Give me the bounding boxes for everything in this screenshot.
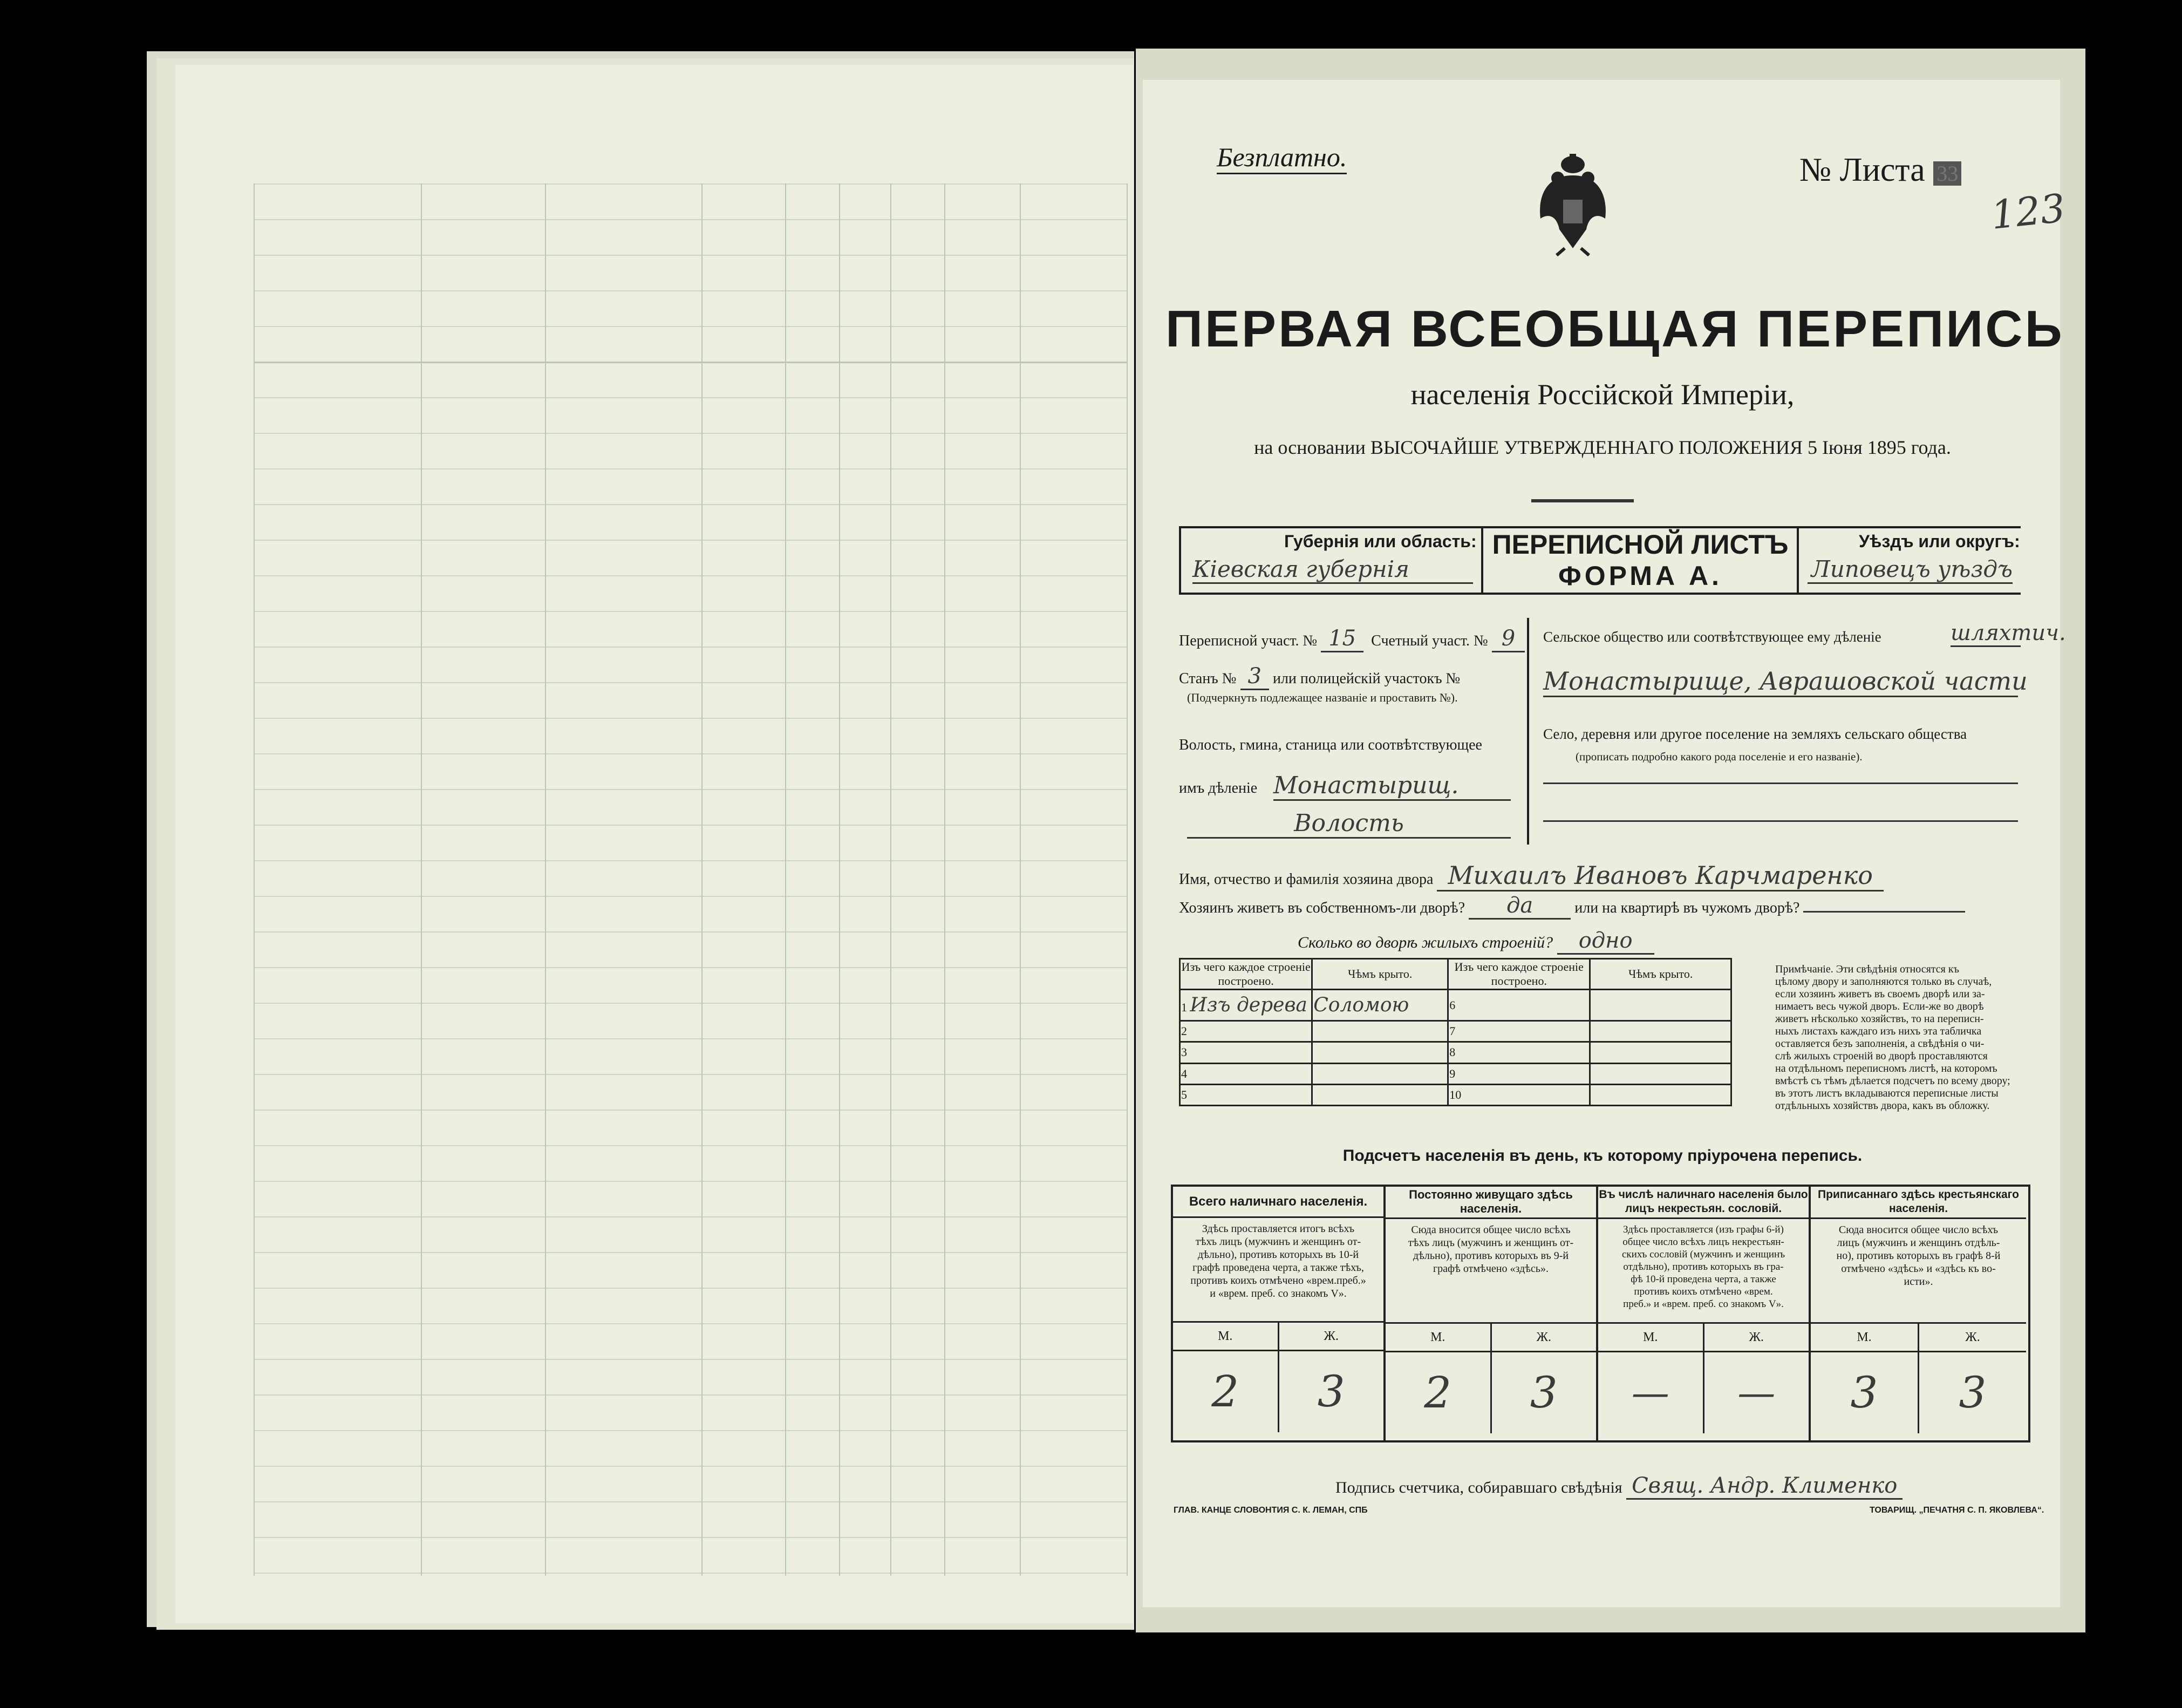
buildings-field: Сколько во дворѣ жилыхъ строеній? одно (1298, 928, 1654, 953)
table-row: 1 Изъ дерева Соломою 6 (1180, 990, 1731, 1021)
province-value: Кіевская губернія (1192, 556, 1473, 584)
own-yard-value: да (1469, 893, 1571, 920)
free-label: Безплатно. (1217, 141, 1347, 174)
material-header: Изъ чего каждое строеніе построено. (1180, 959, 1312, 990)
signature-value: Свящ. Андр. Клименко (1626, 1473, 1903, 1500)
buildings-value: одно (1557, 928, 1654, 955)
count-table (1171, 1185, 2030, 1442)
buildings-table (1179, 958, 1732, 1106)
roof-header-2: Чѣмъ крыто. (1590, 959, 1731, 990)
form-title-line1: ПЕРЕПИСНОЙ ЛИСТЪ (1492, 529, 1789, 560)
volost-label-2: имъ дѣленіе (1179, 780, 1258, 797)
village-label: Село, деревня или другое поселение на земляхъ сельскаго общества (1543, 726, 1967, 742)
form-bottom-rule (1179, 593, 2021, 595)
row1-roof: Соломою (1312, 990, 1448, 1021)
society-value-2: Монастырище, Аврашовской части (1543, 666, 2018, 697)
form-top-rule (1179, 526, 2021, 528)
sheet-number-value: 33 (1933, 161, 1961, 186)
table-row: 2 7 (1180, 1021, 1731, 1042)
form-left-rule (1179, 526, 1181, 595)
double-headed-eagle-emblem (1535, 154, 1611, 256)
village-line-2 (1543, 820, 2018, 822)
census-section-value: 15 (1321, 626, 1363, 652)
apartment-blank (1803, 911, 1965, 913)
ornament-rule (1531, 499, 1634, 502)
volost-value-1: Монастырищ. (1273, 772, 1511, 801)
stan-value: 3 (1240, 664, 1269, 690)
row1-material: Изъ дерева (1190, 994, 1307, 1017)
village-note: (прописать подробно какого рода поселеніе и его названіе). (1576, 750, 1863, 763)
material-header-2: Изъ чего каждое строеніе построено. (1448, 959, 1590, 990)
county-label: Уѣздъ или округъ: (1859, 532, 2020, 551)
table-row: 3 8 (1180, 1042, 1731, 1063)
own-yard-field: Хозяинъ живетъ въ собственномъ-ли дворѣ? да или на квартирѣ въ чужомъ дворѣ? (1179, 893, 1965, 918)
registered-f: 3 (1959, 1367, 1987, 1418)
society-label: Сельское общество или соотвѣтствующее ему дѣленіе (1543, 629, 1881, 645)
table-row: 4 9 (1180, 1063, 1731, 1084)
total-m: 2 (1173, 1351, 1279, 1432)
nonpeasant-m: — (1598, 1352, 1704, 1433)
printer-left: ГЛАВ. КАНЦЕ СЛОВОНТИЯ С. К. ЛЕМАН, СПБ (1174, 1506, 1368, 1515)
census-basis: на основании ВЫСОЧАЙШЕ УТВЕРЖДЕННАГО ПОЛОЖЕНИЯ 5 Іюня 1895 года. (1254, 437, 1951, 458)
census-title: ПЕРВАЯ ВСЕОБЩАЯ ПЕРЕПИСЬ (1165, 300, 2064, 358)
nonpeasant-f: — (1737, 1371, 1776, 1415)
count-title: Подсчетъ населенія въ день, къ которому пріурочена перепись. (1342, 1147, 1863, 1165)
count-section-value: 9 (1492, 626, 1525, 652)
printer-right: ТОВАРИЩ. „ПЕЧАТНЯ С. П. ЯКОВЛЕВА“. (1870, 1506, 2044, 1515)
owner-field: Имя, отчество и фамилія хозяина двора Михаилъ Ивановъ Карчмаренко (1179, 861, 1884, 890)
form-mid-rule1 (1481, 526, 1483, 595)
form-mid-rule2 (1797, 526, 1799, 595)
total-f: 3 (1317, 1366, 1345, 1417)
sheet-number-label: № Листа 33 (1799, 151, 1961, 189)
left-page-header-rule (254, 183, 1128, 363)
count-col-4: Приписаннаго здѣсь крестьянскаго населенія. Сюда вносится общее число всѣхъ лицъ (мужчинъ и женщинъ отдѣль- но), противъ которыхъ въ графѣ 8-й отмѣчено «здѣсь» и «здѣсь къ во- исти». М. Ж. 3 3 (1811, 1187, 2026, 1440)
note-block: Примѣчаніе. Эти свѣдѣнія относятся къ цѣлому двору и заполняются только въ случаѣ, если хозяинъ живетъ въ своемъ дворѣ или за- нимаетъ весь чужой дворъ. Если-же во дворѣ живетъ нѣсколько хозяйствъ, то на переписн- ныхъ листахъ каждаго изъ нихъ эта табличка оставляется безъ заполненія, а свѣдѣнія о чи- слѣ жилыхъ строеній во дворѣ проставляются на отдѣльномъ переписномъ листѣ, на которомъ вмѣстѣ съ тѣмъ дѣлается подсчетъ по всему двору; въ этотъ листъ вкладываются переписные листы отдѣльныхъ хозяйствъ двора, какъ въ обложку. (1775, 963, 2010, 1112)
form-title-line2: ФОРМА А. (1558, 561, 1722, 591)
count-col-2: Постоянно живущаго здѣсь населенія. Сюда вносится общее число всѣхъ тѣхъ лицъ (мужчинъ и женщинъ от- дѣльно), противъ которыхъ въ 9-й графѣ отмѣчено «здѣсь». М. Ж. 2 3 (1386, 1187, 1598, 1440)
registered-m: 3 (1811, 1352, 1919, 1433)
signature-field: Подпись счетчика, собиравшаго свѣдѣнія Свящ. Андр. Клименко (1335, 1473, 1903, 1498)
count-col-3: Въ числѣ наличнаго населенія было лицъ некрестьян. сословій. Здѣсь проставляется (изъ графы 6-й) общее число всѣхъ лицъ некрестьян- скихъ сословій (мужчинъ и женщинъ отдѣльно), противъ которыхъ въ гра- фѣ 10-й проведена черта, а также противъ коихъ отмѣчено «врем. преб.» и «врем. преб. со знакомъ V». М. Ж. — — (1598, 1187, 1811, 1440)
permanent-m: 2 (1386, 1352, 1492, 1433)
county-value: Липовецъ уѣздъ (1808, 556, 2013, 584)
count-col-1: Всего наличнаго населенія. Здѣсь проставляется итогъ всѣхъ тѣхъ лицъ (мужчинъ и женщинъ от- дѣльно), противъ которыхъ въ 10-й графѣ проведена черта, а также тѣхъ, противъ коихъ отмѣчено «врем.преб.» и «врем. преб. со знакомъ V». М. Ж. 2 3 (1173, 1187, 1386, 1440)
stan-field: Станъ № 3 или полицейскій участокъ № (1179, 664, 1460, 689)
census-section-field: Переписной участ. № 15 Счетный участ. № 9 (1179, 626, 1525, 651)
table-row: 5 10 (1180, 1084, 1731, 1105)
village-line-1 (1543, 782, 2018, 784)
fields-divider (1527, 618, 1529, 845)
roof-header: Чѣмъ крыто. (1312, 959, 1448, 990)
left-page-grid (254, 183, 1128, 1576)
province-label: Губернія или область: (1284, 532, 1477, 551)
permanent-f: 3 (1530, 1367, 1558, 1418)
census-subtitle: населенія Россійской Имперіи, (1410, 378, 1795, 411)
volost-value-2: Волость (1187, 809, 1511, 839)
volost-label: Волость, гмина, станица или соотвѣтствующее (1179, 737, 1482, 753)
police-note: (Подчеркнуть подлежащее названіе и проставить №). (1187, 691, 1458, 704)
owner-value: Михаилъ Ивановъ Карчмаренко (1437, 861, 1883, 892)
sheet-number-handwritten: 123 (1988, 185, 2068, 238)
society-value-1: шляхтич. (1951, 621, 2021, 647)
